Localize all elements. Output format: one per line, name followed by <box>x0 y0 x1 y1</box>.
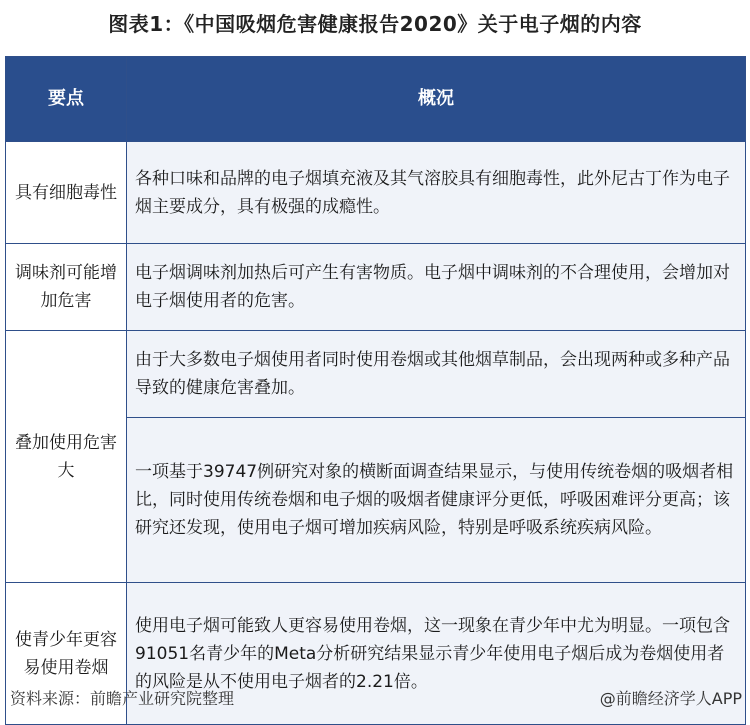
row-point: 叠加使用危害大 <box>6 331 127 583</box>
row-description: 各种口味和品牌的电子烟填充液及其气溶胶具有细胞毒性，此外尼古丁作为电子烟主要成分，具有极强的成瘾性。 <box>127 142 746 244</box>
table-row <box>6 331 746 418</box>
figure-title: 图表1：《中国吸烟危害健康报告2020》关于电子烟的内容 <box>108 12 642 36</box>
table-row <box>6 142 746 244</box>
row-description: 电子烟调味剂加热后可产生有害物质。电子烟中调味剂的不合理使用，会增加对电子烟使用者的危害。 <box>127 244 746 331</box>
row-point: 具有细胞毒性 <box>6 142 127 244</box>
row-point: 调味剂可能增加危害 <box>6 244 127 331</box>
header-point: 要点 <box>6 57 127 142</box>
row-description: 一项基于39747例研究对象的横断面调查结果显示，与使用传统卷烟的吸烟者相比，同时使用传统卷烟和电子烟的吸烟者健康评分更低，呼吸困难评分更高；该研究还发现，使用电子烟可增加疾病风险，特别是呼吸系统疾病风险。 <box>127 418 746 583</box>
row-point: 使青少年更容易使用卷烟 <box>6 583 127 725</box>
row-description: 使用电子烟可能致人更容易使用卷烟，这一现象在青少年中尤为明显。一项包含91051名青少年的Meta分析研究结果显示青少年使用电子烟后成为卷烟使用者的风险是从不使用电子烟者的2.21倍。 <box>127 583 746 725</box>
content-table <box>5 56 746 725</box>
source-note: 资料来源：前瞻产业研究院整理 <box>10 689 235 708</box>
table-row <box>6 244 746 331</box>
row-description: 由于大多数电子烟使用者同时使用卷烟或其他烟草制品，会出现两种或多种产品导致的健康危害叠加。 <box>127 331 746 418</box>
brand-credit: @前瞻经济学人APP <box>599 689 742 708</box>
header-overview: 概况 <box>127 57 746 142</box>
table-header-row <box>6 57 746 142</box>
